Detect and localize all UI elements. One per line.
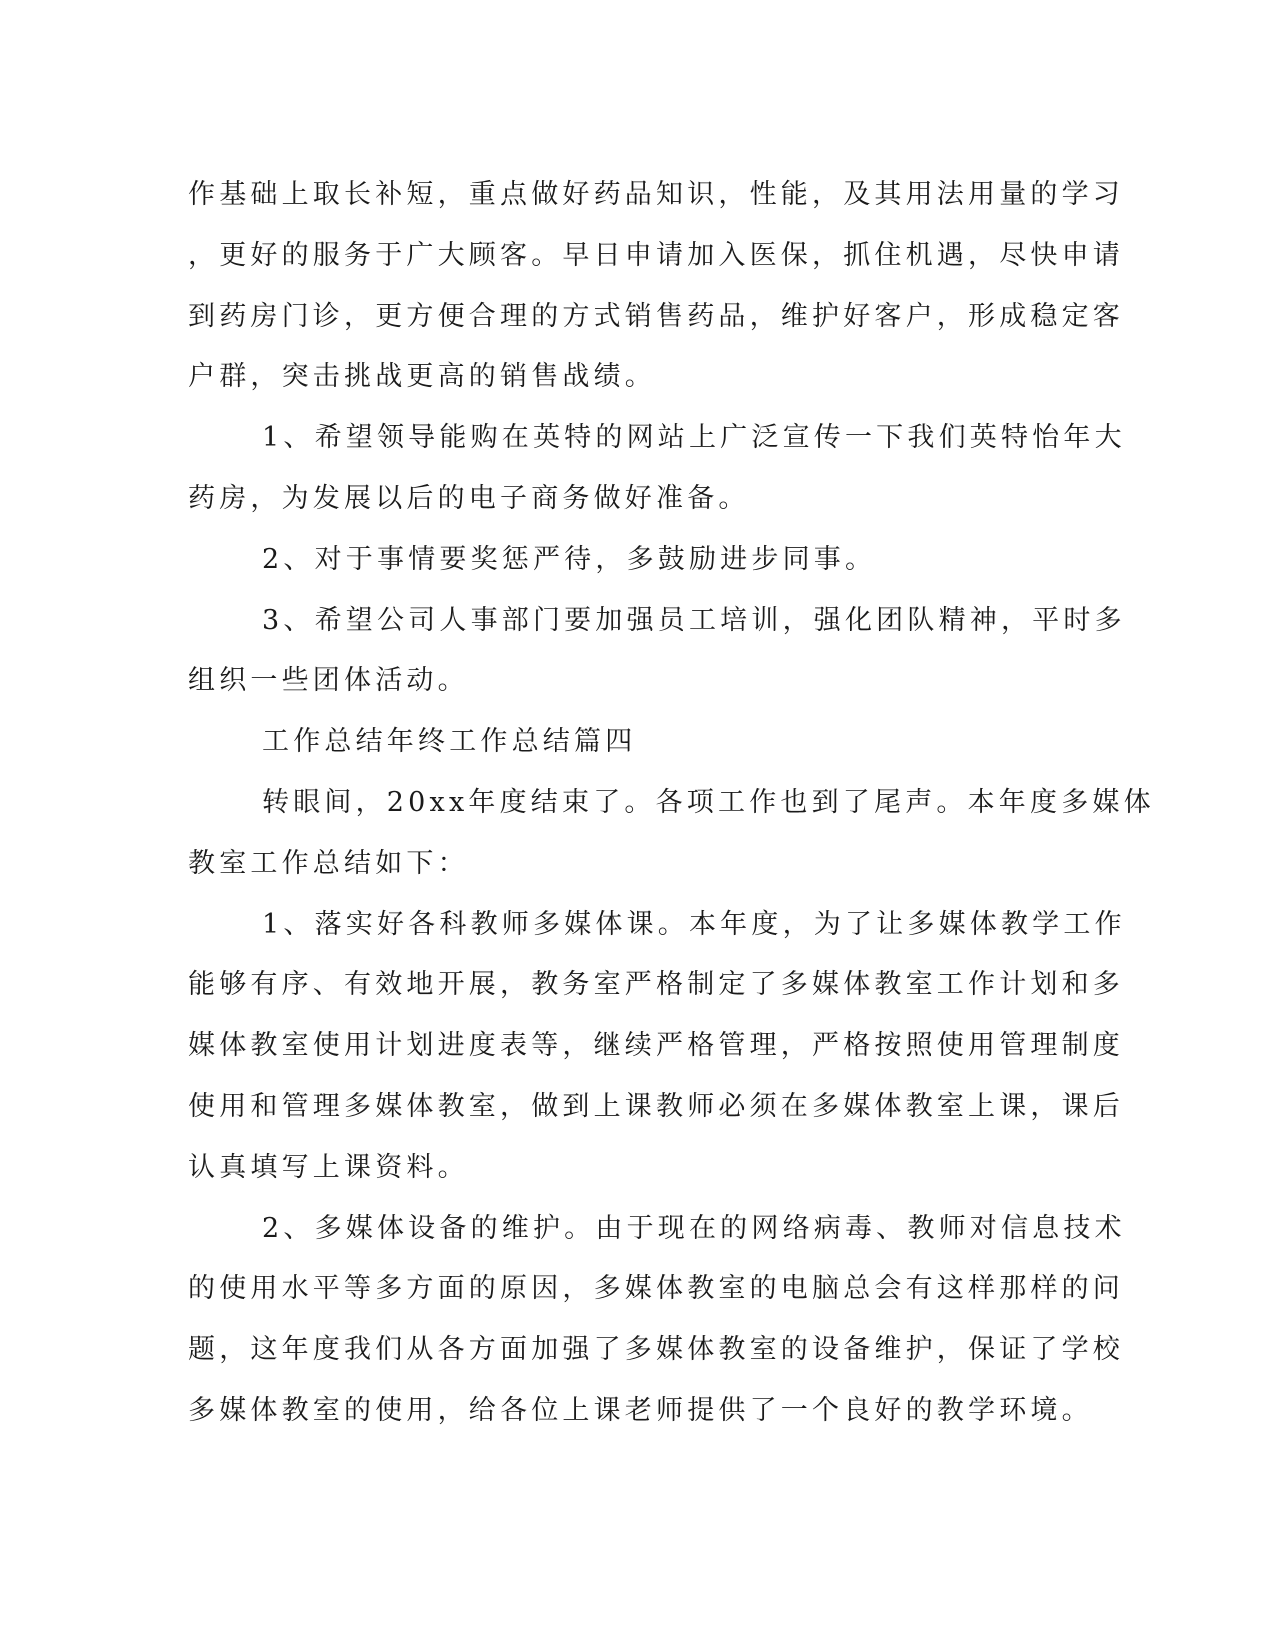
text-line: 认真填写上课资料。 — [188, 1151, 469, 1183]
text-line: 3、希望公司人事部门要加强员工培训，强化团队精神，平时多 — [262, 604, 1126, 636]
text-line: 的使用水平等多方面的原因，多媒体教室的电脑总会有这样那样的问 — [188, 1273, 1124, 1305]
text-line: 转眼间，20xx年度结束了。各项工作也到了尾声。本年度多媒体 — [262, 786, 1155, 818]
document-body — [188, 165, 1155, 1442]
text-line: 到药房门诊，更方便合理的方式销售药品，维护好客户，形成稳定客 — [188, 300, 1124, 332]
text-line: 题，这年度我们从各方面加强了多媒体教室的设备维护，保证了学校 — [188, 1334, 1124, 1366]
text-line: 组织一些团体活动。 — [188, 665, 469, 697]
text-line: 1、希望领导能购在英特的网站上广泛宣传一下我们英特怡年大 — [262, 422, 1126, 454]
text-line: 1、落实好各科教师多媒体课。本年度，为了让多媒体教学工作 — [262, 908, 1126, 940]
text-line: 媒体教室使用计划进度表等，继续严格管理，严格按照使用管理制度 — [188, 1030, 1124, 1062]
text-line: 使用和管理多媒体教室，做到上课教师必须在多媒体教室上课，课后 — [188, 1090, 1124, 1122]
text-line: 2、多媒体设备的维护。由于现在的网络病毒、教师对信息技术 — [262, 1212, 1126, 1244]
section-heading: 工作总结年终工作总结篇四 — [262, 726, 637, 758]
text-line: ，更好的服务于广大顾客。早日申请加入医保，抓住机遇，尽快申请 — [188, 239, 1124, 271]
text-line: 药房，为发展以后的电子商务做好准备。 — [188, 482, 750, 514]
text-line: 能够有序、有效地开展，教务室严格制定了多媒体教室工作计划和多 — [188, 969, 1124, 1001]
text-line: 2、对于事情要奖惩严待，多鼓励进步同事。 — [262, 543, 877, 575]
text-line: 教室工作总结如下： — [188, 847, 469, 879]
text-line: 户群，突击挑战更高的销售战绩。 — [188, 361, 656, 393]
text-line: 多媒体教室的使用，给各位上课老师提供了一个良好的教学环境。 — [188, 1394, 1093, 1426]
text-line: 作基础上取长补短，重点做好药品知识，性能，及其用法用量的学习 — [188, 179, 1124, 210]
